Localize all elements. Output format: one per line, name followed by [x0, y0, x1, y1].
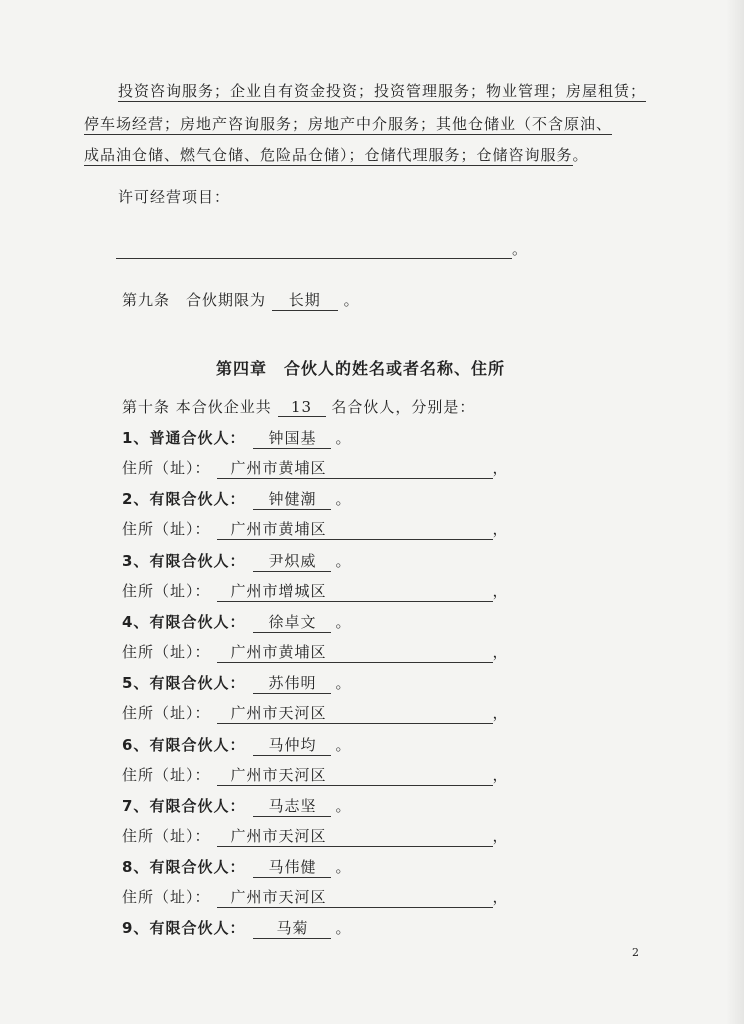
partner-address-row — [122, 518, 509, 540]
partner-name: 马菊 — [253, 917, 331, 939]
partner-index: 2、 — [122, 490, 150, 509]
partner-type: 有限合伙人： — [149, 551, 246, 570]
partner-type: 有限合伙人： — [149, 919, 246, 938]
partner-row — [122, 734, 351, 756]
address-label: 住所（址）： — [122, 765, 211, 784]
term-value: 长期 — [272, 289, 338, 311]
partner-name: 苏伟明 — [253, 672, 331, 694]
chapter-title: 第四章 合伙人的姓名或者名称、住所 — [216, 359, 506, 378]
partner-address-row — [122, 764, 509, 786]
partner-index: 3、 — [122, 551, 150, 570]
partner-period: 。 — [335, 612, 352, 631]
partner-address: 广州市黄埔区 — [217, 518, 493, 540]
blank-line — [116, 242, 512, 259]
business-scope-line-1: 投资咨询服务；企业自有资金投资；投资管理服务；物业管理；房屋租赁； — [118, 82, 647, 100]
partner-row — [122, 488, 351, 510]
address-comma: ， — [492, 704, 509, 723]
address-label: 住所（址）： — [122, 459, 211, 477]
address-comma: ， — [492, 459, 509, 477]
partner-type: 有限合伙人： — [149, 796, 246, 815]
partner-period: 。 — [335, 919, 352, 938]
partner-row — [122, 611, 351, 633]
partner-address-row — [122, 641, 509, 663]
address-label: 住所（址）： — [122, 581, 211, 600]
article-9: 第九条 合伙期限为 长期 。 — [122, 291, 360, 309]
partner-type: 有限合伙人： — [149, 674, 246, 693]
partner-index: 5、 — [122, 674, 150, 693]
partner-address-row — [122, 580, 509, 602]
partner-count: 13 — [278, 398, 326, 417]
address-label: 住所（址）： — [122, 704, 211, 723]
partner-type: 有限合伙人： — [149, 612, 246, 631]
address-comma: ， — [492, 888, 509, 907]
partner-name: 徐卓文 — [253, 611, 331, 633]
address-comma: ， — [492, 520, 509, 539]
partner-row — [122, 795, 351, 817]
partner-index: 7、 — [122, 796, 150, 815]
partner-period: 。 — [335, 796, 352, 815]
address-comma: ， — [492, 642, 509, 661]
partner-type: 有限合伙人： — [149, 858, 246, 877]
partner-index: 1、 — [122, 429, 150, 447]
partner-address: 广州市天河区 — [217, 825, 493, 847]
partner-row — [122, 427, 351, 449]
partner-index: 9、 — [122, 919, 150, 938]
address-comma: ， — [492, 826, 509, 845]
partner-row — [122, 672, 351, 694]
partner-index: 8、 — [122, 858, 150, 877]
address-label: 住所（址）： — [122, 888, 211, 907]
partner-name: 马志坚 — [253, 795, 331, 817]
address-comma: ， — [492, 581, 509, 600]
address-label: 住所（址）： — [122, 826, 211, 845]
partner-name: 马仲均 — [253, 734, 331, 756]
partner-address: 广州市天河区 — [217, 886, 493, 908]
address-label: 住所（址）： — [122, 642, 211, 661]
address-comma: ， — [492, 765, 509, 784]
partner-address-row — [122, 886, 509, 908]
partner-row — [122, 550, 351, 572]
partner-row — [122, 856, 351, 878]
partner-period: 。 — [335, 490, 352, 509]
partner-period: 。 — [335, 858, 352, 877]
licensed-items-label: 许可经营项目： — [118, 188, 231, 206]
partner-period: 。 — [335, 429, 352, 447]
business-scope-line-3: 成品油仓储、燃气仓储、危险品仓储）；仓储代理服务；仓储咨询服务。 — [84, 146, 589, 164]
partner-period: 。 — [335, 551, 352, 570]
partner-type: 普通合伙人： — [149, 429, 246, 447]
partner-type: 有限合伙人： — [149, 735, 246, 754]
partner-period: 。 — [335, 674, 352, 693]
partner-index: 6、 — [122, 735, 150, 754]
partner-name: 马伟健 — [253, 856, 331, 878]
partner-address: 广州市天河区 — [217, 702, 493, 724]
partner-index: 4、 — [122, 612, 150, 631]
partner-type: 有限合伙人： — [149, 490, 246, 509]
partner-name: 尹炽威 — [253, 550, 331, 572]
partner-name: 钟健潮 — [253, 488, 331, 510]
partner-period: 。 — [335, 735, 352, 754]
partner-address: 广州市黄埔区 — [217, 641, 493, 663]
address-label: 住所（址）： — [122, 520, 211, 539]
page-number: 2 — [632, 946, 639, 959]
partner-address-row — [122, 457, 509, 479]
article-10: 第十条 本合伙企业共 13 名合伙人，分别是： — [122, 398, 476, 416]
partner-address: 广州市天河区 — [217, 764, 493, 786]
partner-address-row — [122, 825, 509, 847]
page-edge-shadow — [726, 0, 744, 1024]
partner-address-row — [122, 702, 509, 724]
partner-address: 广州市黄埔区 — [217, 457, 493, 479]
partner-address: 广州市增城区 — [217, 580, 493, 602]
licensed-items-blank: 。 — [116, 238, 528, 259]
partner-row — [122, 917, 351, 939]
partner-name: 钟国基 — [253, 427, 331, 449]
business-scope-line-2: 停车场经营；房地产咨询服务；房地产中介服务；其他仓储业（不含原油、 — [84, 115, 613, 133]
